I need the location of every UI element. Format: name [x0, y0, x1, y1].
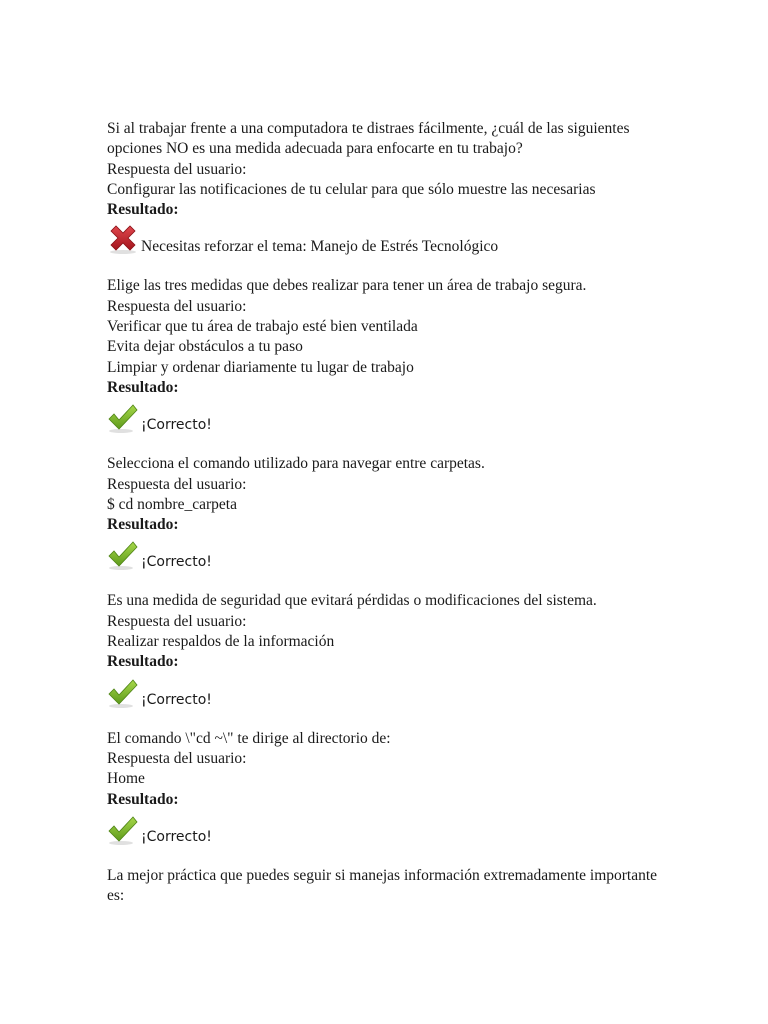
result-row	[107, 220, 667, 256]
green-check-icon	[107, 677, 139, 709]
answer-label: Respuesta del usuario:	[107, 749, 247, 767]
result-text: ¡Correcto!	[141, 828, 212, 845]
result-row	[107, 810, 667, 846]
red-x-icon	[107, 224, 139, 256]
result-row	[107, 398, 667, 434]
user-answer: Limpiar y ordenar diariamente tu lugar de trabajo	[107, 358, 414, 376]
result-text: Necesitas reforzar el tema: Manejo de Estrés Tecnológico	[141, 238, 499, 256]
result-label: Resultado:	[107, 201, 179, 219]
question-text: La mejor práctica que puedes seguir si manejas información extremadamente importante es:	[107, 866, 658, 905]
result-label: Resultado:	[107, 653, 179, 671]
user-answer: Verificar que tu área de trabajo esté bien ventilada	[107, 318, 418, 336]
answer-label: Respuesta del usuario:	[107, 160, 247, 178]
green-check-icon	[107, 814, 139, 846]
question-block-2	[107, 276, 667, 434]
question-text: Es una medida de seguridad que evitará pérdidas o modificaciones del sistema.	[107, 592, 597, 610]
question-text: Si al trabajar frente a una computadora te distraes fácilmente, ¿cuál de las siguientes opciones NO es una medida adecuada para enfocarte en tu trabajo?	[107, 120, 630, 158]
answer-label: Respuesta del usuario:	[107, 612, 247, 630]
answer-label: Respuesta del usuario:	[107, 475, 247, 493]
quiz-content	[107, 119, 667, 926]
user-answer: $ cd nombre_carpeta	[107, 495, 237, 513]
user-answer: Realizar respaldos de la información	[107, 633, 335, 651]
result-text: ¡Correcto!	[141, 554, 212, 571]
result-row	[107, 535, 667, 571]
question-block-5	[107, 729, 667, 846]
user-answer: Evita dejar obstáculos a tu paso	[107, 338, 303, 356]
result-row	[107, 673, 667, 709]
result-text: ¡Correcto!	[141, 417, 212, 434]
user-answer: Configurar las notificaciones de tu celular para que sólo muestre las necesarias	[107, 180, 596, 198]
green-check-icon	[107, 539, 139, 571]
answer-label: Respuesta del usuario:	[107, 297, 247, 315]
result-label: Resultado:	[107, 378, 179, 396]
question-block-3	[107, 454, 667, 571]
question-block-6	[107, 866, 667, 907]
question-text: Elige las tres medidas que debes realizar para tener un área de trabajo segura.	[107, 277, 587, 295]
question-block-4	[107, 591, 667, 708]
user-answer: Home	[107, 770, 145, 788]
green-check-icon	[107, 402, 139, 434]
result-label: Resultado:	[107, 516, 179, 534]
result-label: Resultado:	[107, 790, 179, 808]
question-block-1	[107, 119, 667, 256]
question-text: El comando \"cd ~\" te dirige al directorio de:	[107, 729, 391, 747]
result-text: ¡Correcto!	[141, 691, 212, 708]
question-text: Selecciona el comando utilizado para navegar entre carpetas.	[107, 455, 485, 473]
